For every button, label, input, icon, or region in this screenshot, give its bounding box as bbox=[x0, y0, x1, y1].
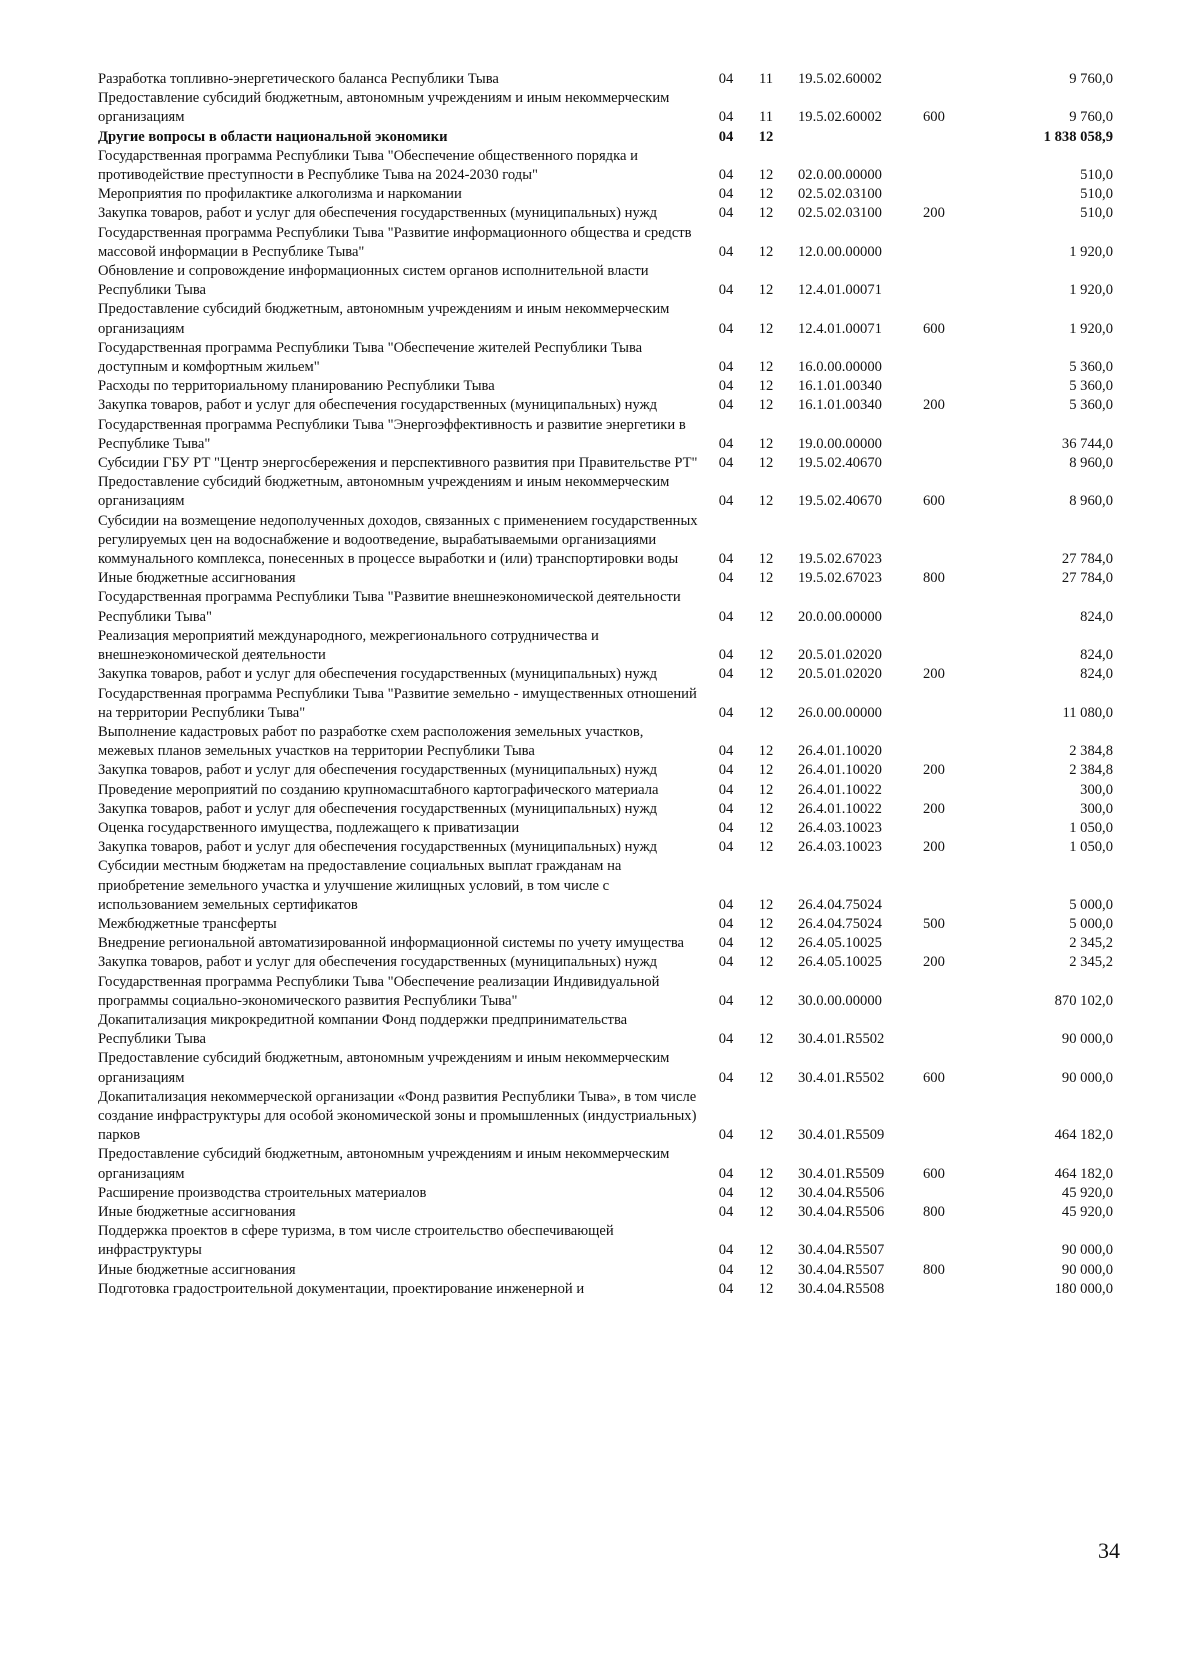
row-expense-type-code bbox=[923, 416, 973, 454]
row-target-article-code: 26.4.05.10025 bbox=[798, 954, 882, 971]
row-subsection-code: 12 bbox=[758, 167, 774, 184]
row-description: Другие вопросы в области национальной экономики bbox=[98, 128, 448, 145]
row-amount: 824,0 bbox=[1080, 666, 1113, 683]
row-amount: 1 920,0 bbox=[1069, 282, 1113, 299]
table-row bbox=[98, 1222, 1123, 1260]
row-section-code: 04 bbox=[718, 128, 734, 145]
row-section-code: 04 bbox=[718, 71, 734, 87]
row-subsection-code: 12 bbox=[758, 839, 774, 856]
row-amount: 5 360,0 bbox=[1069, 378, 1113, 395]
row-expense-type-code bbox=[923, 262, 973, 300]
row-expense-type-code bbox=[923, 512, 973, 570]
row-amount: 824,0 bbox=[1080, 608, 1113, 625]
row-subsection-code: 12 bbox=[758, 455, 774, 472]
table-row bbox=[98, 781, 1123, 800]
row-target-article-code: 30.0.00.00000 bbox=[798, 992, 882, 1009]
row-section-code: 04 bbox=[718, 800, 734, 817]
row-expense-type-code: 800 bbox=[923, 1261, 945, 1278]
row-section-code: 04 bbox=[718, 320, 734, 337]
row-amount: 90 000,0 bbox=[1061, 1069, 1113, 1086]
table-row bbox=[98, 685, 1123, 723]
row-amount: 9 760,0 bbox=[1069, 109, 1113, 126]
table-row bbox=[98, 665, 1123, 684]
row-subsection-code: 12 bbox=[758, 647, 774, 664]
row-target-article-code: 26.4.03.10023 bbox=[798, 819, 882, 836]
table-row bbox=[98, 512, 1123, 570]
row-description: Иные бюджетные ассигнования bbox=[98, 1261, 296, 1278]
row-target-article-code: 12.0.00.00000 bbox=[798, 243, 882, 260]
table-row bbox=[98, 1088, 1123, 1146]
row-amount: 2 384,8 bbox=[1069, 743, 1113, 760]
row-amount: 464 182,0 bbox=[1054, 1165, 1113, 1182]
row-target-article-code: 19.5.02.40670 bbox=[798, 455, 882, 472]
row-subsection-code: 12 bbox=[758, 551, 774, 568]
row-description: Межбюджетные трансферты bbox=[98, 915, 277, 932]
row-description: Предоставление субсидий бюджетным, автономным учреждениям и иным некоммерческим организациям bbox=[98, 1050, 670, 1086]
row-section-code: 04 bbox=[718, 455, 734, 472]
row-expense-type-code bbox=[923, 819, 973, 838]
row-section-code: 04 bbox=[718, 608, 734, 625]
row-expense-type-code bbox=[923, 128, 973, 147]
row-subsection-code: 12 bbox=[758, 781, 774, 798]
table-row bbox=[98, 857, 1123, 915]
row-subsection-code: 12 bbox=[758, 608, 774, 625]
row-subsection-code: 12 bbox=[758, 359, 774, 376]
row-target-article-code: 02.5.02.03100 bbox=[798, 205, 882, 222]
row-section-code: 04 bbox=[718, 992, 734, 1009]
row-subsection-code: 12 bbox=[758, 935, 774, 952]
row-description: Государственная программа Республики Тыва "Обеспечение общественного порядка и противодействие преступности в Республике Тыва на 2024-2030 годы" bbox=[98, 147, 638, 184]
row-expense-type-code: 600 bbox=[923, 320, 945, 337]
row-subsection-code: 12 bbox=[758, 743, 774, 760]
row-subsection-code: 12 bbox=[758, 954, 774, 971]
row-amount: 824,0 bbox=[1080, 647, 1113, 664]
row-target-article-code: 26.4.01.10020 bbox=[798, 743, 882, 760]
table-row bbox=[98, 89, 1123, 127]
table-row bbox=[98, 1261, 1123, 1280]
row-section-code: 04 bbox=[718, 781, 734, 798]
row-section-code: 04 bbox=[718, 954, 734, 971]
row-subsection-code: 12 bbox=[758, 397, 774, 414]
row-target-article-code: 30.4.04.R5507 bbox=[798, 1242, 885, 1259]
row-expense-type-code bbox=[923, 685, 973, 723]
row-subsection-code: 12 bbox=[758, 819, 774, 836]
row-amount: 300,0 bbox=[1080, 781, 1113, 798]
row-target-article-code: 16.0.00.00000 bbox=[798, 359, 882, 376]
row-expense-type-code bbox=[923, 70, 973, 89]
row-target-article-code: 02.5.02.03100 bbox=[798, 186, 882, 203]
row-amount: 11 080,0 bbox=[1062, 704, 1113, 721]
row-subsection-code: 12 bbox=[758, 282, 774, 299]
row-target-article-code: 19.5.02.40670 bbox=[798, 493, 882, 510]
row-expense-type-code: 200 bbox=[923, 397, 945, 414]
row-section-code: 04 bbox=[718, 743, 734, 760]
row-amount: 464 182,0 bbox=[1054, 1127, 1113, 1144]
row-description: Проведение мероприятий по созданию крупномасштабного картографического материала bbox=[98, 781, 659, 798]
row-description: Внедрение региональной автоматизированной информационной системы по учету имущества bbox=[98, 935, 685, 952]
row-description: Предоставление субсидий бюджетным, автономным учреждениям и иным некоммерческим организациям bbox=[98, 474, 670, 510]
row-target-article-code: 16.1.01.00340 bbox=[798, 378, 882, 395]
row-subsection-code: 12 bbox=[758, 1127, 774, 1144]
budget-table-page bbox=[98, 70, 1113, 1299]
table-row bbox=[98, 396, 1123, 415]
table-row bbox=[98, 300, 1123, 338]
row-subsection-code: 12 bbox=[758, 205, 774, 222]
row-section-code: 04 bbox=[718, 935, 734, 952]
row-section-code: 04 bbox=[718, 243, 734, 260]
row-expense-type-code: 200 bbox=[923, 205, 945, 222]
row-section-code: 04 bbox=[718, 666, 734, 683]
row-section-code: 04 bbox=[718, 359, 734, 376]
table-row bbox=[98, 339, 1123, 377]
row-expense-type-code bbox=[923, 723, 973, 761]
row-target-article-code: 26.4.04.75024 bbox=[798, 896, 882, 913]
row-target-article-code: 19.5.02.60002 bbox=[798, 109, 882, 126]
row-description: Субсидии на возмещение недополученных доходов, связанных с применением государственных регулируемых цен на водоснабжение и водоотведение, вырабатываемыми организациями коммунального комплекса, понесенных в процессе выработки и (или) транспортировки воды bbox=[98, 512, 698, 568]
row-section-code: 04 bbox=[718, 896, 734, 913]
row-section-code: 04 bbox=[718, 493, 734, 510]
row-description: Государственная программа Республики Тыва "Обеспечение жителей Республики Тыва доступным и комфортным жильем" bbox=[98, 339, 643, 376]
table-row bbox=[98, 473, 1123, 511]
table-row bbox=[98, 1011, 1123, 1049]
row-target-article-code: 26.4.05.10025 bbox=[798, 935, 882, 952]
row-section-code: 04 bbox=[718, 205, 734, 222]
row-target-article-code: 26.0.00.00000 bbox=[798, 704, 882, 721]
table-row bbox=[98, 761, 1123, 780]
row-description: Оценка государственного имущества, подлежащего к приватизации bbox=[98, 819, 520, 836]
row-amount: 9 760,0 bbox=[1069, 71, 1113, 87]
row-amount: 2 384,8 bbox=[1069, 762, 1113, 779]
row-description: Государственная программа Республики Тыва "Развитие внешнеэкономической деятельности Республики Тыва" bbox=[98, 589, 681, 625]
row-expense-type-code bbox=[923, 973, 973, 1011]
row-description: Предоставление субсидий бюджетным, автономным учреждениям и иным некоммерческим организациям bbox=[98, 301, 670, 337]
row-expense-type-code: 800 bbox=[923, 570, 945, 587]
row-description: Закупка товаров, работ и услуг для обеспечения государственных (муниципальных) нужд bbox=[98, 397, 658, 414]
row-amount: 27 784,0 bbox=[1061, 570, 1113, 587]
row-description: Закупка товаров, работ и услуг для обеспечения государственных (муниципальных) нужд bbox=[98, 800, 658, 817]
row-description: Закупка товаров, работ и услуг для обеспечения государственных (муниципальных) нужд bbox=[98, 762, 658, 779]
row-amount: 5 000,0 bbox=[1069, 896, 1113, 913]
row-amount: 1 050,0 bbox=[1069, 819, 1113, 836]
row-target-article-code: 30.4.01.R5502 bbox=[798, 1069, 885, 1086]
row-section-code: 04 bbox=[718, 1069, 734, 1086]
row-section-code: 04 bbox=[718, 1203, 734, 1220]
row-section-code: 04 bbox=[718, 915, 734, 932]
table-row bbox=[98, 1280, 1123, 1299]
row-target-article-code: 30.4.01.R5509 bbox=[798, 1165, 885, 1182]
row-subsection-code: 12 bbox=[758, 128, 774, 145]
row-description: Подготовка градостроительной документации, проектирование инженерной и bbox=[98, 1280, 585, 1297]
row-description: Субсидии местным бюджетам на предоставление социальных выплат гражданам на приобретение земельного участка и улучшение жилищных условий, в том числе с использованием земельных сертификатов bbox=[98, 858, 622, 913]
row-target-article-code: 12.4.01.00071 bbox=[798, 282, 882, 299]
row-description: Закупка товаров, работ и услуг для обеспечения государственных (муниципальных) нужд bbox=[98, 666, 658, 683]
row-subsection-code: 12 bbox=[758, 896, 774, 913]
row-section-code: 04 bbox=[718, 186, 734, 203]
table-row bbox=[98, 70, 1123, 89]
table-row bbox=[98, 416, 1123, 454]
row-amount: 90 000,0 bbox=[1061, 1261, 1113, 1278]
row-amount: 27 784,0 bbox=[1061, 551, 1113, 568]
row-description: Закупка товаров, работ и услуг для обеспечения государственных (муниципальных) нужд bbox=[98, 205, 658, 222]
row-expense-type-code bbox=[923, 377, 973, 396]
table-row bbox=[98, 973, 1123, 1011]
row-section-code: 04 bbox=[718, 167, 734, 184]
row-target-article-code: 19.5.02.67023 bbox=[798, 570, 882, 587]
row-target-article-code: 30.4.04.R5507 bbox=[798, 1261, 885, 1278]
row-subsection-code: 12 bbox=[758, 800, 774, 817]
row-expense-type-code bbox=[923, 857, 973, 915]
row-amount: 300,0 bbox=[1080, 800, 1113, 817]
row-description: Докапитализация некоммерческой организации «Фонд развития Республики Тыва», в том числе создание инфраструктуры для особой экономической зоны и промышленных (индустриальных) парков bbox=[98, 1088, 697, 1144]
table-row bbox=[98, 588, 1123, 626]
row-target-article-code: 26.4.01.10022 bbox=[798, 800, 882, 817]
row-section-code: 04 bbox=[718, 109, 734, 126]
table-row bbox=[98, 627, 1123, 665]
row-target-article-code: 16.1.01.00340 bbox=[798, 397, 882, 414]
row-description: Выполнение кадастровых работ по разработке схем расположения земельных участков, межевых планов земельных участков на территории Республики Тыва bbox=[98, 723, 644, 760]
row-description: Предоставление субсидий бюджетным, автономным учреждениям и иным некоммерческим организациям bbox=[98, 90, 670, 126]
row-expense-type-code bbox=[923, 588, 973, 626]
row-section-code: 04 bbox=[718, 819, 734, 836]
row-amount: 5 360,0 bbox=[1069, 397, 1113, 414]
row-expense-type-code: 600 bbox=[923, 493, 945, 510]
row-expense-type-code bbox=[923, 934, 973, 953]
row-target-article-code: 20.5.01.02020 bbox=[798, 647, 882, 664]
row-amount: 510,0 bbox=[1080, 167, 1113, 184]
row-target-article-code: 02.0.00.00000 bbox=[798, 167, 882, 184]
row-subsection-code: 12 bbox=[758, 570, 774, 587]
row-subsection-code: 11 bbox=[758, 71, 774, 87]
row-amount: 2 345,2 bbox=[1069, 935, 1113, 952]
row-expense-type-code: 200 bbox=[923, 954, 945, 971]
row-description: Закупка товаров, работ и услуг для обеспечения государственных (муниципальных) нужд bbox=[98, 839, 658, 856]
row-subsection-code: 12 bbox=[758, 666, 774, 683]
row-description: Поддержка проектов в сфере туризма, в том числе строительство обеспечивающей инфраструктуры bbox=[98, 1223, 614, 1259]
row-subsection-code: 11 bbox=[758, 109, 774, 126]
row-target-article-code: 30.4.01.R5509 bbox=[798, 1127, 885, 1144]
row-section-code: 04 bbox=[718, 551, 734, 568]
row-target-article-code: 20.5.01.02020 bbox=[798, 666, 882, 683]
row-expense-type-code bbox=[923, 627, 973, 665]
row-target-article-code: 30.4.04.R5506 bbox=[798, 1184, 885, 1201]
row-subsection-code: 12 bbox=[758, 493, 774, 510]
row-expense-type-code bbox=[923, 185, 973, 204]
table-row bbox=[98, 377, 1123, 396]
table-row bbox=[98, 800, 1123, 819]
row-target-article-code: 26.4.01.10022 bbox=[798, 781, 882, 798]
row-section-code: 04 bbox=[718, 1127, 734, 1144]
row-target-article-code: 30.4.01.R5502 bbox=[798, 1031, 885, 1048]
row-amount: 180 000,0 bbox=[1054, 1280, 1113, 1297]
table-row bbox=[98, 569, 1123, 588]
row-amount: 2 345,2 bbox=[1069, 954, 1113, 971]
table-row bbox=[98, 1145, 1123, 1183]
row-subsection-code: 12 bbox=[758, 1165, 774, 1182]
row-section-code: 04 bbox=[718, 397, 734, 414]
row-amount: 510,0 bbox=[1080, 205, 1113, 222]
row-subsection-code: 12 bbox=[758, 186, 774, 203]
row-subsection-code: 12 bbox=[758, 992, 774, 1009]
row-section-code: 04 bbox=[718, 1031, 734, 1048]
row-section-code: 04 bbox=[718, 1165, 734, 1182]
row-description: Разработка топливно-энергетического баланса Республики Тыва bbox=[98, 71, 499, 87]
row-amount: 8 960,0 bbox=[1069, 455, 1113, 472]
row-description: Субсидии ГБУ РТ "Центр энергосбережения и перспективного развития при Правительстве РТ" bbox=[98, 455, 698, 472]
row-subsection-code: 12 bbox=[758, 915, 774, 932]
table-row bbox=[98, 953, 1123, 972]
row-description: Государственная программа Республики Тыва "Развитие информационного общества и средств массовой информации в Республике Тыва" bbox=[98, 224, 692, 260]
table-row bbox=[98, 838, 1123, 857]
row-description: Докапитализация микрокредитной компании Фонд поддержки предпринимательства Республики Тыва bbox=[98, 1011, 628, 1048]
table-row bbox=[98, 915, 1123, 934]
row-amount: 1 838 058,9 bbox=[1043, 128, 1113, 145]
row-expense-type-code bbox=[923, 781, 973, 800]
row-target-article-code: 26.4.03.10023 bbox=[798, 839, 882, 856]
table-row bbox=[98, 723, 1123, 761]
row-section-code: 04 bbox=[718, 435, 734, 452]
row-description: Государственная программа Республики Тыва "Энергоэффективность и развитие энергетики в Республике Тыва" bbox=[98, 416, 686, 452]
table-row bbox=[98, 1049, 1123, 1087]
row-target-article-code: 30.4.04.R5506 bbox=[798, 1203, 885, 1220]
row-expense-type-code bbox=[923, 1088, 973, 1146]
row-section-code: 04 bbox=[718, 378, 734, 395]
row-section-code: 04 bbox=[718, 704, 734, 721]
row-expense-type-code bbox=[923, 1184, 973, 1203]
row-amount: 5 000,0 bbox=[1069, 915, 1113, 932]
row-amount: 1 920,0 bbox=[1069, 243, 1113, 260]
row-expense-type-code bbox=[923, 1222, 973, 1260]
budget-table-body bbox=[98, 70, 1123, 1299]
row-description: Государственная программа Республики Тыва "Развитие земельно - имущественных отношений на территории Республики Тыва" bbox=[98, 685, 697, 721]
row-description: Государственная программа Республики Тыва "Обеспечение реализации Индивидуальной программы социально-экономического развития Республики Тыва" bbox=[98, 973, 660, 1009]
row-expense-type-code: 200 bbox=[923, 762, 945, 779]
row-amount: 1 920,0 bbox=[1069, 320, 1113, 337]
row-amount: 45 920,0 bbox=[1061, 1184, 1113, 1201]
row-section-code: 04 bbox=[718, 1242, 734, 1259]
row-expense-type-code: 600 bbox=[923, 1069, 945, 1086]
row-amount: 36 744,0 bbox=[1061, 435, 1113, 452]
row-description: Закупка товаров, работ и услуг для обеспечения государственных (муниципальных) нужд bbox=[98, 954, 658, 971]
row-section-code: 04 bbox=[718, 1184, 734, 1201]
table-row bbox=[98, 147, 1123, 185]
table-row bbox=[98, 262, 1123, 300]
budget-table bbox=[98, 70, 1123, 1299]
row-description: Предоставление субсидий бюджетным, автономным учреждениям и иным некоммерческим организациям bbox=[98, 1146, 670, 1182]
row-target-article-code: 26.4.04.75024 bbox=[798, 915, 882, 932]
row-amount: 90 000,0 bbox=[1061, 1242, 1113, 1259]
row-subsection-code: 12 bbox=[758, 1069, 774, 1086]
row-section-code: 04 bbox=[718, 647, 734, 664]
row-subsection-code: 12 bbox=[758, 378, 774, 395]
row-description: Расходы по территориальному планированию Республики Тыва bbox=[98, 378, 495, 395]
row-description: Иные бюджетные ассигнования bbox=[98, 570, 296, 587]
row-target-article-code: 19.5.02.60002 bbox=[798, 71, 882, 87]
row-expense-type-code bbox=[923, 339, 973, 377]
row-section-code: 04 bbox=[718, 1261, 734, 1278]
row-target-article-code: 19.5.02.67023 bbox=[798, 551, 882, 568]
row-subsection-code: 12 bbox=[758, 1203, 774, 1220]
row-section-code: 04 bbox=[718, 1280, 734, 1297]
row-amount: 1 050,0 bbox=[1069, 839, 1113, 856]
row-section-code: 04 bbox=[718, 762, 734, 779]
table-row bbox=[98, 454, 1123, 473]
row-expense-type-code: 200 bbox=[923, 839, 945, 856]
table-row bbox=[98, 1203, 1123, 1222]
row-subsection-code: 12 bbox=[758, 1242, 774, 1259]
table-row bbox=[98, 1184, 1123, 1203]
row-description: Иные бюджетные ассигнования bbox=[98, 1203, 296, 1220]
row-subsection-code: 12 bbox=[758, 435, 774, 452]
table-row bbox=[98, 128, 1123, 147]
row-subsection-code: 12 bbox=[758, 1280, 774, 1297]
row-subsection-code: 12 bbox=[758, 762, 774, 779]
row-section-code: 04 bbox=[718, 282, 734, 299]
row-subsection-code: 12 bbox=[758, 1184, 774, 1201]
table-row bbox=[98, 185, 1123, 204]
row-amount: 45 920,0 bbox=[1061, 1203, 1113, 1220]
row-amount: 510,0 bbox=[1080, 186, 1113, 203]
row-section-code: 04 bbox=[718, 839, 734, 856]
page-number: 34 bbox=[1098, 1538, 1120, 1563]
row-expense-type-code bbox=[923, 454, 973, 473]
row-expense-type-code: 200 bbox=[923, 800, 945, 817]
row-target-article-code: 20.0.00.00000 bbox=[798, 608, 882, 625]
row-description: Обновление и сопровождение информационных систем органов исполнительной власти Республики Тыва bbox=[98, 263, 649, 299]
row-subsection-code: 12 bbox=[758, 704, 774, 721]
row-expense-type-code: 500 bbox=[923, 915, 945, 932]
row-subsection-code: 12 bbox=[758, 1261, 774, 1278]
table-row bbox=[98, 224, 1123, 262]
row-target-article-code: 12.4.01.00071 bbox=[798, 320, 882, 337]
row-target-article-code: 30.4.04.R5508 bbox=[798, 1280, 885, 1297]
row-amount: 8 960,0 bbox=[1069, 493, 1113, 510]
row-description: Расширение производства строительных материалов bbox=[98, 1184, 427, 1201]
row-target-article-code bbox=[786, 128, 923, 147]
row-section-code: 04 bbox=[718, 570, 734, 587]
row-subsection-code: 12 bbox=[758, 1031, 774, 1048]
table-row bbox=[98, 204, 1123, 223]
row-target-article-code: 19.0.00.00000 bbox=[798, 435, 882, 452]
row-target-article-code: 26.4.01.10020 bbox=[798, 762, 882, 779]
row-subsection-code: 12 bbox=[758, 243, 774, 260]
row-expense-type-code bbox=[923, 1011, 973, 1049]
row-expense-type-code bbox=[923, 224, 973, 262]
row-description: Мероприятия по профилактике алкоголизма и наркомании bbox=[98, 186, 462, 203]
row-amount: 5 360,0 bbox=[1069, 359, 1113, 376]
row-expense-type-code: 800 bbox=[923, 1203, 945, 1220]
table-row bbox=[98, 819, 1123, 838]
row-description: Реализация мероприятий международного, межрегионального сотрудничества и внешнеэкономической деятельности bbox=[98, 627, 599, 664]
row-expense-type-code: 600 bbox=[923, 1165, 945, 1182]
row-expense-type-code bbox=[923, 147, 973, 185]
row-expense-type-code: 200 bbox=[923, 666, 945, 683]
row-subsection-code: 12 bbox=[758, 320, 774, 337]
row-expense-type-code: 600 bbox=[923, 109, 945, 126]
table-row bbox=[98, 934, 1123, 953]
row-expense-type-code bbox=[923, 1280, 973, 1299]
row-amount: 90 000,0 bbox=[1061, 1031, 1113, 1048]
row-amount: 870 102,0 bbox=[1054, 992, 1113, 1009]
